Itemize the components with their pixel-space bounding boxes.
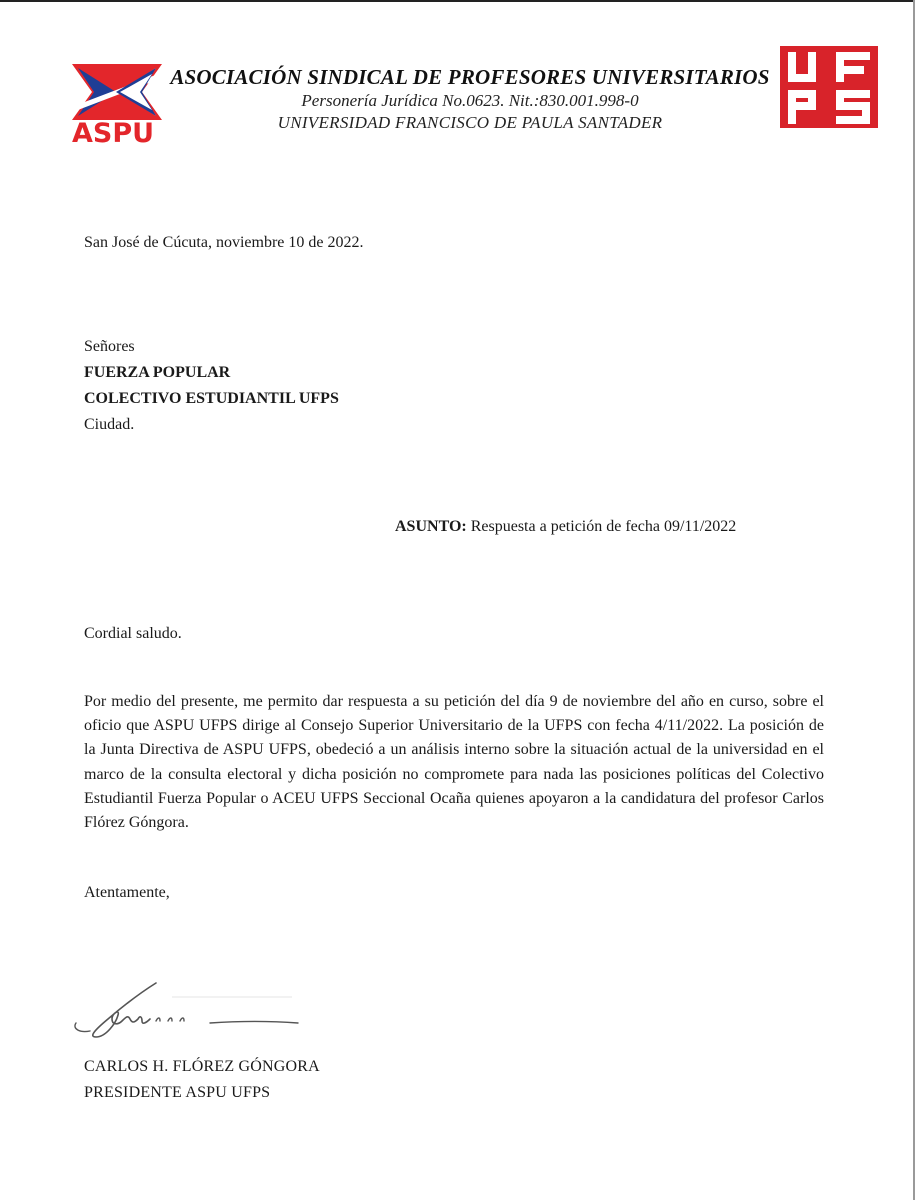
university-name: UNIVERSIDAD FRANCISCO DE PAULA SANTADER <box>277 113 663 132</box>
letter-date: San José de Cúcuta, noviembre 10 de 2022. <box>84 234 364 251</box>
signer-name: CARLOS H. FLÓREZ GÓNGORA <box>84 1058 320 1075</box>
recipient-block <box>84 334 584 438</box>
signature-image <box>60 975 320 1045</box>
legal-info: Personería Jurídica No.0623. Nit.:830.001.998-0 <box>301 91 639 110</box>
letterhead <box>160 64 780 134</box>
recipient-city: Ciudad. <box>84 416 135 433</box>
greeting: Cordial saludo. <box>84 625 182 642</box>
recipient-salutation: Señores <box>84 338 135 355</box>
subject-line <box>395 514 736 539</box>
organization-name: ASOCIACIÓN SINDICAL DE PROFESORES UNIVERSITARIOS <box>170 65 770 89</box>
subject-label: ASUNTO: <box>395 518 467 535</box>
body-paragraph: Por medio del presente, me permito dar respuesta a su petición del día 9 de noviembre del año en curso, sobre el oficio que ASPU UFPS dirige al Consejo Superior Universitario de la UFPS con fecha 4/11/2022. La posición de la Junta Directiva de ASPU UFPS, obedeció a un análisis interno sobre la situación actual de la universidad en el marco de la consulta electoral y dicha posición no compromete para nada las posiciones políticas del Colectivo Estudiantil Fuerza Popular o ACEU UFPS Seccional Ocaña quienes apoyaron a la candidatura del profesor Carlos Flórez Góngora. <box>84 693 824 832</box>
recipient-line-1: FUERZA POPULAR <box>84 364 231 381</box>
aspu-logo-text: ASPU <box>72 118 155 149</box>
top-border <box>0 0 915 2</box>
ufps-logo-icon <box>780 46 878 128</box>
recipient-line-2: COLECTIVO ESTUDIANTIL UFPS <box>84 390 339 407</box>
subject-text: Respuesta a petición de fecha 09/11/2022 <box>466 518 737 535</box>
closing: Atentamente, <box>84 884 170 901</box>
signer-title: PRESIDENTE ASPU UFPS <box>84 1084 271 1101</box>
